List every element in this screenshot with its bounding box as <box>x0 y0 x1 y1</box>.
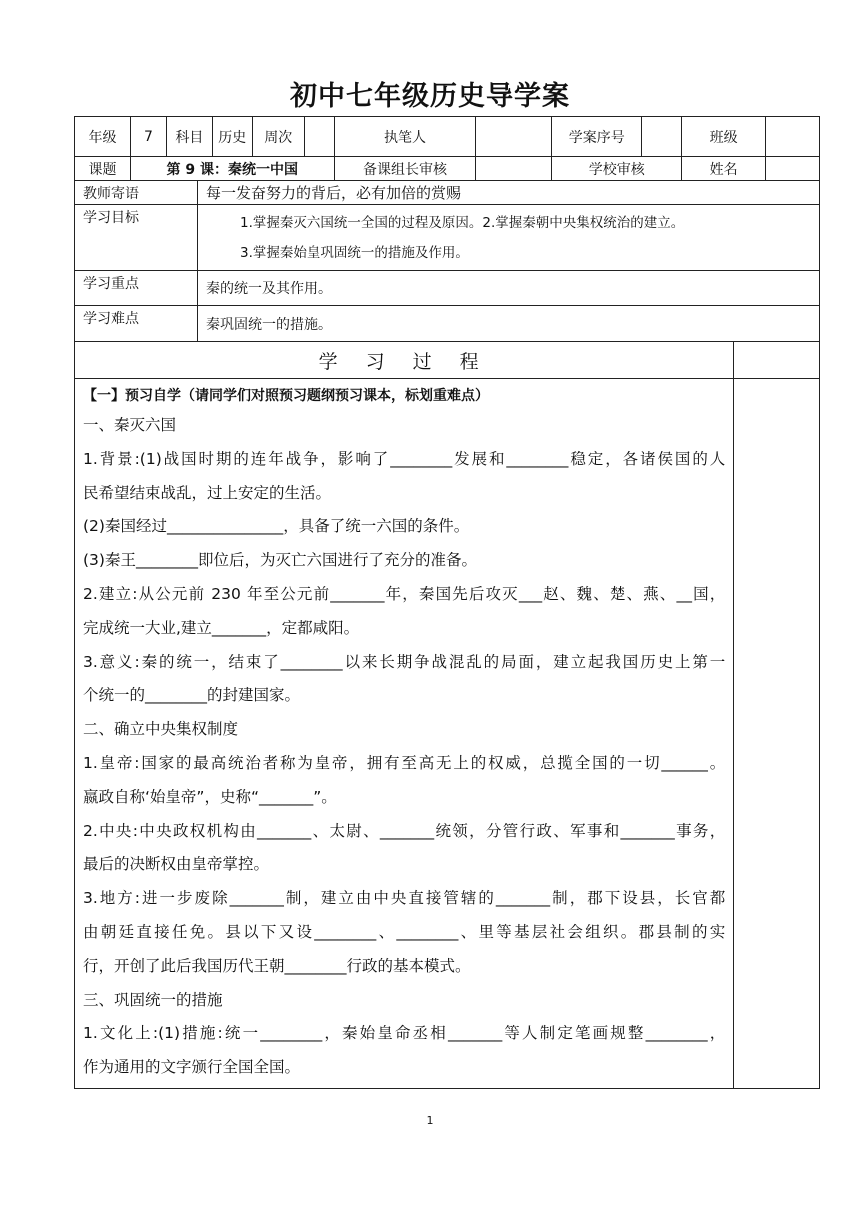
class-label: 班级 <box>682 117 766 157</box>
key-points-label: 学习重点 <box>75 271 198 306</box>
process-table <box>74 341 820 1089</box>
text-line: 完成统一大业,建立_______，定都咸阳。 <box>83 618 360 637</box>
section-subheading: 一、秦灭六国 <box>83 416 177 434</box>
learning-goal-line: 1.掌握秦灭六国统一全国的过程及原因。2.掌握秦朝中央集权统治的建立。 <box>240 214 685 231</box>
key-points-text: 秦的统一及其作用。 <box>198 271 820 306</box>
text-line: 1.皇帝:国家的最高统治者称为皇帝，拥有至高无上的权威，总揽全国的一切______。 <box>83 753 726 772</box>
text-line: 3.意义:秦的统一，结束了________以来长期争战混乱的局面，建立起我国历史上第一 <box>83 652 726 671</box>
prep-review-label: 备课组长审核 <box>334 157 476 181</box>
text-line: 2.中央:中央政权机构由_______、太尉、_______统领，分管行政、军事和_______事务， <box>83 821 726 840</box>
section-heading: 【一】预习自学（请同学们对照预习题纲预习课本，标划重难点） <box>83 388 489 404</box>
section-subheading: 二、确立中央集权制度 <box>83 720 239 739</box>
section-subheading: 三、巩固统一的措施 <box>83 990 223 1009</box>
process-title: 学 习 过 程 <box>75 342 734 379</box>
text-line: (3)秦王________即位后，为灭亡六国进行了充分的准备。 <box>83 551 477 570</box>
name-value[interactable] <box>766 157 820 181</box>
key-points-row <box>75 271 820 306</box>
text-line: 作为通用的文字颁行全国全国。 <box>83 1058 301 1077</box>
text-line: 2.建立:从公元前 230 年至公元前_______年，秦国先后攻灭___赵、魏、楚、燕、__国， <box>83 584 726 603</box>
process-body <box>75 379 734 1089</box>
page-number: 1 <box>426 1114 434 1127</box>
teacher-message-row <box>75 181 820 205</box>
grade-value[interactable]: 7 <box>130 117 166 157</box>
text-line: 由朝廷直接任免。县以下又设________、________、里等基层社会组织。郡县制的实 <box>83 922 726 941</box>
text-line: 民希望结束战乱，过上安定的生活。 <box>83 483 332 502</box>
week-value[interactable] <box>304 117 334 157</box>
info-table <box>74 180 820 342</box>
prep-review-value[interactable] <box>476 157 552 181</box>
author-value[interactable] <box>476 117 552 157</box>
lesson-label: 课题 <box>75 157 131 181</box>
class-value[interactable] <box>766 117 820 157</box>
text-line: 个统一的________的封建国家。 <box>83 686 301 705</box>
week-label: 周次 <box>252 117 304 157</box>
text-line: 1.背景:(1)战国时期的连年战争，影响了________发展和________稳定，各诸侯国的人 <box>83 449 726 468</box>
name-label: 姓名 <box>682 157 766 181</box>
subject-label: 科目 <box>166 117 212 157</box>
school-review-label: 学校审核 <box>552 157 682 181</box>
grade-label: 年级 <box>75 117 131 157</box>
difficulties-row <box>75 306 820 342</box>
difficulties-label: 学习难点 <box>75 306 198 342</box>
header-table <box>74 116 820 181</box>
text-line: (2)秦国经过_______________，具备了统一六国的条件。 <box>83 517 470 536</box>
serial-value[interactable] <box>642 117 682 157</box>
text-line: 3.地方:进一步废除_______制，建立由中央直接管辖的_______制，郡下设县，长官都 <box>83 889 726 908</box>
difficulties-text: 秦巩固统一的措施。 <box>198 306 820 342</box>
teacher-message-label: 教师寄语 <box>75 181 198 205</box>
process-lines <box>83 409 725 1085</box>
text-line: 1.文化上:(1)措施:统一________，秦始皇命丞相_______等人制定笔画规整________， <box>83 1024 726 1043</box>
author-label: 执笔人 <box>334 117 476 157</box>
text-line: 最后的决断权由皇帝掌控。 <box>83 855 270 874</box>
text-line: 嬴政自称‘始皇帝”，史称“_______”。 <box>83 787 337 806</box>
learning-goal-line: 3.掌握秦始皇巩固统一的措施及作用。 <box>240 244 469 261</box>
learning-goals-label: 学习目标 <box>75 205 198 271</box>
subject-value[interactable]: 历史 <box>212 117 252 157</box>
text-line: 行，开创了此后我国历代王朝________行政的基本模式。 <box>83 956 471 975</box>
serial-label: 学案序号 <box>552 117 642 157</box>
learning-goals-row <box>75 205 820 271</box>
document-title: 初中七年级历史导学案 <box>290 81 570 112</box>
notes-column[interactable] <box>734 379 820 1089</box>
lesson-title: 第 9 课：秦统一中国 <box>130 157 334 181</box>
teacher-message-text: 每一发奋努力的背后，必有加倍的赏赐 <box>198 181 820 205</box>
